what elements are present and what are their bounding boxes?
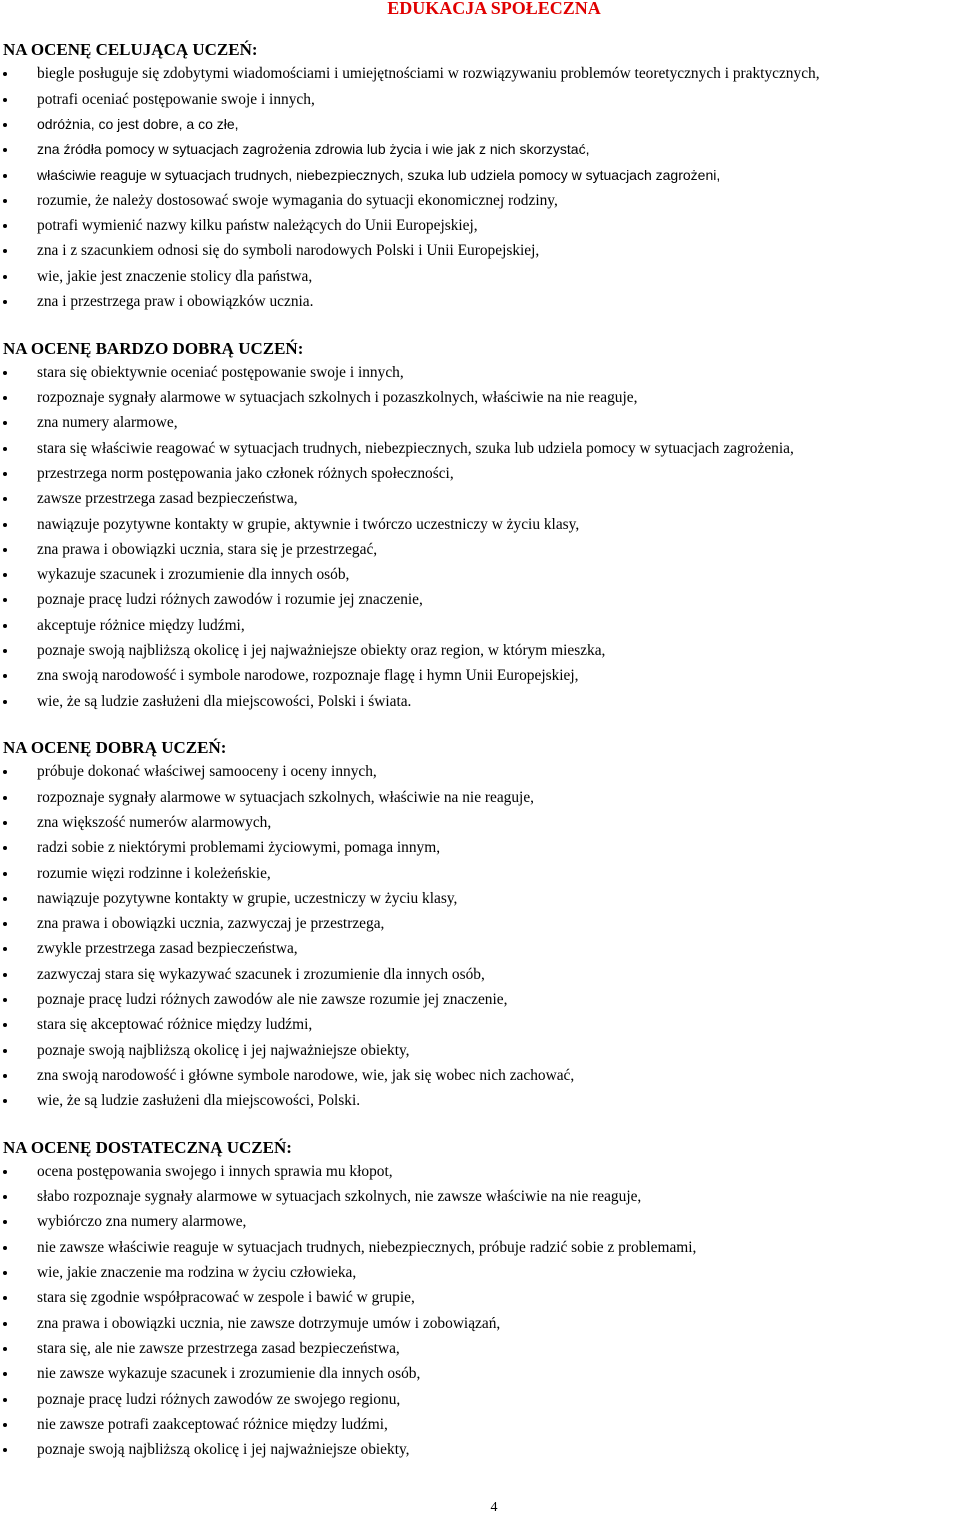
item-text: zna prawa i obowiązki ucznia, stara się je przestrzegać, <box>37 540 378 558</box>
item-text: stara się, ale nie zawsze przestrzega zasad bezpieczeństwa, <box>37 1339 400 1357</box>
bullet-icon <box>3 497 7 501</box>
item-text: wykazuje szacunek i zrozumienie dla innych osób, <box>37 566 350 584</box>
list-item <box>0 835 960 860</box>
bullet-icon <box>3 922 7 926</box>
section-heading <box>0 1137 960 1159</box>
item-text: akceptuje różnice między ludźmi, <box>37 616 245 634</box>
section-dostateczna <box>0 1137 960 1463</box>
bullet-icon <box>3 548 7 552</box>
item-text: stara się właściwie reagować w sytuacjach trudnych, niebezpiecznych, szuka lub udziela pomocy w sytuacjach zagrożenia, <box>37 439 794 457</box>
bullet-icon <box>3 199 7 203</box>
list-item <box>0 1387 960 1412</box>
bullet-icon <box>3 224 7 228</box>
item-text: wie, że są ludzie zasłużeni dla miejscowości, Polski i świata. <box>37 692 412 710</box>
list-item <box>0 537 960 562</box>
item-text: rozpoznaje sygnały alarmowe w sytuacjach szkolnych, właściwie na nie reaguje, <box>37 788 535 806</box>
section-celujaca <box>0 39 960 314</box>
item-text: rozumie więzi rodzinne i koleżeńskie, <box>37 864 271 882</box>
item-text: stara się obiektywnie oceniać postępowanie swoje i innych, <box>37 363 404 381</box>
heading-grade: DOBRĄ <box>95 738 157 758</box>
criteria-list <box>0 61 960 314</box>
item-text: zna prawa i obowiązki ucznia, nie zawsze dotrzymuje umów i zobowiązań, <box>37 1314 501 1332</box>
list-item <box>0 61 877 87</box>
heading-suffix: UCZEŃ: <box>161 738 227 758</box>
list-item <box>0 238 960 263</box>
item-text: nawiązuje pozytywne kontakty w grupie, aktywnie i twórczo uczestniczy w życiu klasy, <box>37 515 580 533</box>
bullet-icon <box>3 1170 7 1174</box>
list-item <box>0 87 960 112</box>
item-text: potrafi oceniać postępowanie swoje i innych, <box>37 90 315 108</box>
item-text: nie zawsze właściwie reaguje w sytuacjach trudnych, niebezpiecznych, próbuje radzić sobie z problemami, <box>37 1238 697 1256</box>
bullet-icon <box>3 148 7 152</box>
bullet-icon <box>3 947 7 951</box>
bullet-icon <box>3 174 7 178</box>
page-number: 4 <box>490 1500 498 1515</box>
item-text: poznaje pracę ludzi różnych zawodów ale nie zawsze rozumie jej znaczenie, <box>37 990 508 1008</box>
item-text: poznaje swoją najbliższą okolicę i jej najważniejsze obiekty, <box>37 1441 410 1459</box>
bullet-icon <box>3 674 7 678</box>
item-text: nie zawsze wykazuje szacunek i zrozumienie dla innych osób, <box>37 1365 421 1383</box>
list-item <box>0 1412 960 1437</box>
item-text: zna prawa i obowiązki ucznia, zazwyczaj je przestrzega, <box>37 915 385 933</box>
list-item <box>0 1038 960 1063</box>
list-item <box>0 587 960 612</box>
bullet-icon <box>3 1220 7 1224</box>
list-item <box>0 188 960 213</box>
section-heading <box>0 737 960 759</box>
bullet-icon <box>3 770 7 774</box>
list-item <box>0 638 960 663</box>
item-text: wie, jakie znaczenie ma rodzina w życiu człowieka, <box>37 1264 357 1282</box>
list-item <box>0 1336 960 1361</box>
item-text: zna swoją narodowość i główne symbole narodowe, wie, jak się wobec nich zachować, <box>37 1066 575 1084</box>
list-item <box>0 264 960 289</box>
list-item <box>0 410 960 435</box>
item-text: przestrzega norm postępowania jako członek różnych społeczności, <box>37 464 454 482</box>
bullet-icon <box>3 300 7 304</box>
item-text: odróżnia, co jest dobre, a co złe, <box>37 116 239 132</box>
list-item <box>0 213 960 238</box>
bullet-icon <box>3 447 7 451</box>
list-item <box>0 385 960 410</box>
list-item <box>0 486 960 511</box>
list-item <box>0 562 960 587</box>
item-text: słabo rozpoznaje sygnały alarmowe w sytuacjach szkolnych, nie zawsze właściwie na nie reaguje, <box>37 1188 642 1206</box>
list-item <box>0 861 960 886</box>
item-text: zna większość numerów alarmowych, <box>37 813 272 831</box>
list-item <box>0 1260 960 1285</box>
bullet-icon <box>3 1372 7 1376</box>
section-heading <box>0 338 960 360</box>
bullet-icon <box>3 796 7 800</box>
bullet-icon <box>3 472 7 476</box>
bullet-icon <box>3 1271 7 1275</box>
item-text: poznaje pracę ludzi różnych zawodów i rozumie jej znaczenie, <box>37 591 423 609</box>
item-text: zwykle przestrzega zasad bezpieczeństwa, <box>37 940 298 958</box>
item-text: ocena postępowania swojego i innych sprawia mu kłopot, <box>37 1162 393 1180</box>
bullet-icon <box>3 1448 7 1452</box>
bullet-icon <box>3 998 7 1002</box>
bullet-icon <box>3 821 7 825</box>
list-item <box>0 936 960 961</box>
bullet-icon <box>3 1347 7 1351</box>
bullet-icon <box>3 1296 7 1300</box>
bullet-icon <box>3 1398 7 1402</box>
list-item <box>0 785 960 810</box>
heading-suffix: UCZEŃ: <box>238 338 304 358</box>
heading-prefix: NA OCENĘ <box>3 338 92 358</box>
list-item <box>0 689 960 714</box>
bullet-icon <box>3 1246 7 1250</box>
criteria-list <box>0 360 960 714</box>
bullet-icon <box>3 1099 7 1103</box>
section-heading: NA OCENĘ CELUJĄCĄ UCZEŃ: <box>3 40 258 59</box>
heading-grade: DOSTATECZNĄ <box>95 1137 223 1157</box>
item-text: poznaje swoją najbliższą okolicę i jej najważniejsze obiekty oraz region, w którym mieszka, <box>37 642 606 660</box>
bullet-icon <box>3 1049 7 1053</box>
bullet-icon <box>3 1322 7 1326</box>
bullet-icon <box>3 573 7 577</box>
list-item <box>0 1184 960 1209</box>
bullet-icon <box>3 523 7 527</box>
item-text: potrafi wymienić nazwy kilku państw należących do Unii Europejskiej, <box>37 217 478 235</box>
item-text: zna i z szacunkiem odnosi się do symboli narodowych Polski i Unii Europejskiej, <box>37 242 540 260</box>
bullet-icon <box>3 846 7 850</box>
list-item <box>0 289 960 314</box>
list-item <box>0 137 960 162</box>
document-body <box>0 39 960 1462</box>
criteria-list <box>0 759 960 1113</box>
item-text: rozpoznaje sygnały alarmowe w sytuacjach szkolnych i pozaszkolnych, właściwie na nie reaguje, <box>37 389 638 407</box>
list-item <box>0 663 960 688</box>
bullet-icon <box>3 371 7 375</box>
item-text: zawsze przestrzega zasad bezpieczeństwa, <box>37 490 298 508</box>
list-item <box>0 1209 960 1234</box>
heading-prefix: NA OCENĘ <box>3 738 92 758</box>
bullet-icon <box>3 1074 7 1078</box>
item-text: zna źródła pomocy w sytuacjach zagrożenia zdrowia lub życia i wie jak z nich skorzystać, <box>37 141 590 158</box>
item-text: nawiązuje pozytywne kontakty w grupie, uczestniczy w życiu klasy, <box>37 889 458 907</box>
item-text: zna i przestrzega praw i obowiązków ucznia. <box>37 293 314 311</box>
list-item <box>0 886 960 911</box>
list-item <box>0 613 960 638</box>
item-text: stara się zgodnie współpracować w zespole i bawić w grupie, <box>37 1289 415 1307</box>
section-dobra <box>0 737 960 1113</box>
item-text: właściwie reaguje w sytuacjach trudnych, niebezpiecznych, szuka lub udziela pomocy w sytuacjach zagrożeni, <box>37 166 721 183</box>
list-item <box>0 163 960 188</box>
list-item <box>0 1063 960 1088</box>
item-text: nie zawsze potrafi zaakceptować różnice między ludźmi, <box>37 1415 388 1433</box>
item-text: poznaje pracę ludzi różnych zawodów ze swojego regionu, <box>37 1390 401 1408</box>
bullet-icon <box>3 249 7 253</box>
item-text: próbuje dokonać właściwej samooceny i oceny innych, <box>37 763 377 781</box>
bullet-icon <box>3 897 7 901</box>
heading-grade: BARDZO DOBRĄ <box>95 338 234 358</box>
bullet-icon <box>3 700 7 704</box>
bullet-icon <box>3 1423 7 1427</box>
item-text: radzi sobie z niektórymi problemami życiowymi, pomaga innym, <box>37 839 441 857</box>
bullet-icon <box>3 123 7 127</box>
item-text: wie, jakie jest znaczenie stolicy dla państwa, <box>37 267 313 285</box>
bullet-icon <box>3 624 7 628</box>
heading-prefix: NA OCENĘ <box>3 1137 92 1157</box>
list-item <box>0 436 960 461</box>
bullet-icon <box>3 421 7 425</box>
list-item <box>0 911 960 936</box>
item-text: wybiórczo zna numery alarmowe, <box>37 1213 247 1231</box>
item-text: zna numery alarmowe, <box>37 414 178 432</box>
bullet-icon <box>3 396 7 400</box>
list-item <box>0 112 960 137</box>
bullet-icon <box>3 872 7 876</box>
list-item <box>0 1088 960 1113</box>
list-item <box>0 759 960 784</box>
heading-suffix: UCZEŃ: <box>226 1137 292 1157</box>
bullet-icon <box>3 275 7 279</box>
list-item <box>0 987 960 1012</box>
bullet-icon <box>3 1195 7 1199</box>
item-text: biegle posługuje się zdobytymi wiadomościami i umiejętnościami w rozwiązywaniu problemów teoretycznych i praktycznych, <box>37 65 820 82</box>
item-text: wie, że są ludzie zasłużeni dla miejscowości, Polski. <box>37 1092 361 1110</box>
bullet-icon <box>3 973 7 977</box>
list-item <box>0 1311 960 1336</box>
item-text: zna swoją narodowość i symbole narodowe, rozpoznaje flagę i hymn Unii Europejskiej, <box>37 667 579 685</box>
bullet-icon <box>3 649 7 653</box>
section-bardzo-dobra <box>0 338 960 714</box>
bullet-icon <box>3 72 7 76</box>
item-text: zazwyczaj stara się wykazywać szacunek i zrozumienie dla innych osób, <box>37 965 485 983</box>
bullet-icon <box>3 98 7 102</box>
list-item <box>0 1235 960 1260</box>
list-item <box>0 810 960 835</box>
item-text: poznaje swoją najbliższą okolicę i jej najważniejsze obiekty, <box>37 1041 410 1059</box>
list-item <box>0 461 960 486</box>
bullet-icon <box>3 1023 7 1027</box>
bullet-icon <box>3 598 7 602</box>
criteria-list <box>0 1159 960 1463</box>
document-title: EDUKACJA SPOŁECZNA <box>387 0 601 18</box>
list-item <box>0 962 960 987</box>
list-item <box>0 1361 960 1386</box>
list-item <box>0 1159 960 1184</box>
list-item <box>0 1285 960 1310</box>
list-item <box>0 360 960 385</box>
list-item <box>0 1437 960 1462</box>
list-item <box>0 512 960 537</box>
item-text: stara się akceptować różnice między ludźmi, <box>37 1016 313 1034</box>
item-text: rozumie, że należy dostosować swoje wymagania do sytuacji ekonomicznej rodziny, <box>37 191 558 209</box>
list-item <box>0 1012 960 1037</box>
